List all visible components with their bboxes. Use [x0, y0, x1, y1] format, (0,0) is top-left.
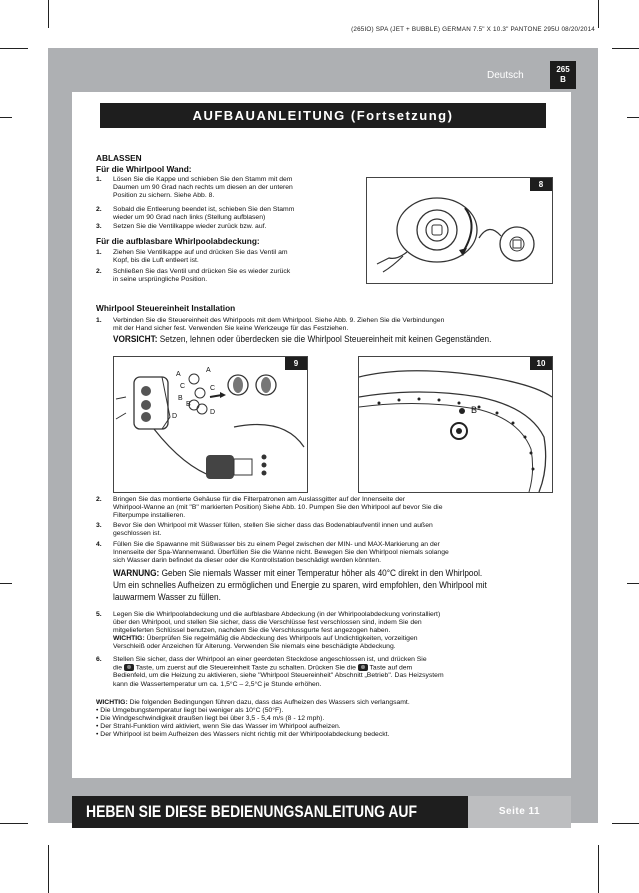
figure-10 — [358, 356, 553, 493]
figure-label: A — [206, 367, 211, 374]
control-heading: Whirlpool Steuereinheit Installation — [96, 303, 236, 313]
power-button-icon — [124, 664, 134, 671]
step-number: 2. — [96, 496, 102, 503]
step-text: Bringen Sie das montierte Gehäuse für die Filterpatronen am Auslassgitter auf der Innenseite der Whirlpool-Wanne an (mit "B" markierten Position) Siehe Abb. 10. Pumpen Sie den Whirlpool auf bevor Sie die Filterpumpe installieren. — [113, 496, 443, 520]
figure-label: B — [471, 405, 478, 415]
step-text: Füllen Sie die Spawanne mit Süßwasser bis zu einem Pegel zwischen der MIN- und MAX-Markierung an der Innenseite der Spa-Wannenwand. Überfüllen Sie die Wanne nicht. Bewegen Sie den Whirlpool niemals solange sich Wasser darin befindet da dieser oder die Kontrollstation beschädigt werden könnten. — [113, 541, 449, 565]
step-number: 4. — [96, 541, 102, 548]
figure-label: D — [172, 413, 178, 420]
caution-text: VORSICHT: Setzen, lehnen oder überdecken sie die Whirlpool Steuereinheit mit keinen Gegenständen. — [113, 334, 492, 345]
bullet-item: • Die Windgeschwindigkeit draußen liegt bei über 3,5 - 5,4 m/s (8 - 12 mph). — [96, 715, 325, 723]
important-label: WICHTIG: — [96, 699, 128, 706]
wall-step-text: Setzen Sie die Ventilkappe wieder zurück bzw. auf. — [113, 223, 267, 230]
step-text: Stellen Sie sicher, dass der Whirlpool an einer geerdeten Steckdose angeschlossen ist, und drücken Sie die Taste, um zuerst auf die Steuereinheit Taste zu schalten. Drücken Sie die Taste auf dem Bedienfeld, um die Heizung zu aktivieren, siehe "Whirlpool Steuereinheit" Abschnitt „Betrieb". Das Heizsystem kann die Wassertemperatur um ca. 1,5°C – 2,5°C je Stunde erhöhen. — [113, 656, 444, 688]
figure-number: 8 — [530, 178, 552, 191]
crop-mark — [598, 0, 599, 28]
page-number: Seite 11 — [468, 796, 571, 828]
wall-heading: Für die Whirlpool Wand: — [96, 164, 192, 174]
crop-mark — [612, 823, 639, 824]
crop-mark — [627, 583, 639, 584]
bullet-item: • Der Whirlpool ist beim Aufheizen des Wassers nicht richtig mit der Whirlpoolabdeckung bedeckt. — [96, 731, 390, 739]
figure-number: 10 — [530, 357, 552, 370]
wall-step-text: Lösen Sie die Kappe und schieben Sie den Stamm mit dem Daumen um 90 Grad nach rechts um diesen an der unteren Position zu sichern. Siehe Abb. 8. — [113, 176, 293, 200]
bullet-item: • Der Strahl-Funktion wird aktiviert, wenn Sie das Wasser im Whirlpool aufheizen. — [96, 723, 341, 731]
crop-mark — [0, 117, 12, 118]
page-title: AUFBAUANLEITUNG (Fortsetzung) — [192, 108, 454, 123]
inflatable-step-number: 2. — [96, 268, 102, 275]
page-badge-number: 265 — [556, 65, 570, 74]
filter-housing-illustration — [359, 357, 552, 492]
title-bar — [100, 103, 546, 128]
figure-label: C — [180, 383, 186, 390]
crop-mark — [0, 583, 12, 584]
page-badge-letter: B — [560, 75, 566, 84]
heater-button-icon — [358, 664, 368, 671]
wall-step-text: Sobald die Entleerung beendet ist, schieben Sie den Stamm wieder um 90 Grad nach links (Stellung aufblasen) — [113, 206, 295, 222]
warning-text: WARNUNG: Geben Sie niemals Wasser mit einer Temperatur höher als 40°C direkt in den Whirlpool. Um ein schnelles Aufheizen zu ermöglichen und Energie zu sparen, wird empfohlen, den Whirlpool mit lauwarmem Wasser zu füllen. — [113, 568, 487, 603]
crop-mark — [48, 0, 49, 28]
control-step-number: 1. — [96, 317, 102, 324]
inflatable-step-text: Ziehen Sie Ventilkappe auf und drücken Sie das Ventil am Kopf, bis die Luft entleert ist. — [113, 249, 288, 265]
wall-step-number: 3. — [96, 223, 102, 230]
print-header: (265IO) SPA (JET + BUBBLE) GERMAN 7.5" X 10.3" PANTONE 295U 08/20/2014 — [351, 26, 595, 33]
step-text: Bevor Sie den Whirlpool mit Wasser füllen, stellen Sie sicher dass das Bodenablaufventil innen und außen geschlossen ist. — [113, 522, 433, 538]
figure-label: C — [210, 385, 216, 392]
inflatable-heading: Für die aufblasbare Whirlpoolabdeckung: — [96, 236, 260, 246]
step-number: 3. — [96, 522, 102, 529]
figure-number: 9 — [285, 357, 307, 370]
crop-mark — [598, 845, 599, 893]
wall-step-number: 1. — [96, 176, 102, 183]
note-label: WICHTIG: — [113, 635, 145, 643]
drain-heading: ABLASSEN — [96, 153, 142, 163]
figure-9 — [113, 356, 308, 493]
important-note: WICHTIG: Die folgenden Bedingungen führen dazu, dass das Aufheizen des Wassers sich verlangsamt. • Die Umgebungstemperatur liegt bei weniger als 10°C (50°F). • Die Windgeschwindigkeit draußen liegt bei über 3,5 - 5,4 m/s (8 - 12 mph). • Der Strahl-Funktion wird aktiviert, wenn Sie das Wasser im Whirlpool aufheizen. • Der Whirlpool ist beim Aufheizen des Wassers nicht richtig mit der Whirlpoolabdeckung bedeckt. — [96, 699, 410, 739]
figure-label: B — [186, 401, 191, 408]
crop-mark — [0, 823, 28, 824]
step-number: 6. — [96, 656, 102, 663]
inflatable-step-text: Schließen Sie das Ventil und drücken Sie es wieder zurück in seine ursprüngliche Position. — [113, 268, 291, 284]
crop-mark — [48, 845, 49, 893]
warning-label: WARNUNG: — [113, 568, 160, 579]
inflatable-step-number: 1. — [96, 249, 102, 256]
wall-step-number: 2. — [96, 206, 102, 213]
crop-mark — [627, 117, 639, 118]
figure-label: D — [210, 409, 216, 416]
caution-label: VORSICHT: — [113, 334, 158, 345]
control-step-text: Verbinden Sie die Steuereinheit des Whirlpools mit dem Whirlpool. Siehe Abb. 9. Ziehen Sie die Verbindungen mit der Hand sicher fest. Verwenden Sie keine Werkzeuge für das Festziehen. — [113, 317, 445, 333]
step-text: Legen Sie die Whirlpoolabdeckung und die aufblasbare Abdeckung (in der Whirlpoolabdeckung vorinstalliert) über den Whirlpool, und stellen Sie sicher, dass die Verschlüsse fest verschlossen sind, indem Sie den mitgelieferten Schlüssel benutzen, nachdem Sie die Verschlussgurte fest angezogen haben. WICHTIG: Überprüfen Sie regelmäßig die Abdeckung des Whirlpools auf Undichtigkeiten, vorzeitigen Verschleiß oder Anzeichen für Alterung. Verwenden Sie niemals eine beschädigte Abdeckung. — [113, 611, 441, 651]
language-label: Deutsch — [487, 70, 524, 81]
drain-valve-illustration — [367, 178, 552, 283]
figure-label: B — [178, 395, 183, 402]
figure-label: A — [176, 371, 181, 378]
control-unit-illustration — [114, 357, 307, 492]
step-number: 5. — [96, 611, 102, 618]
page-badge — [550, 61, 576, 89]
footer-title: HEBEN SIE DIESE BEDIENUNGSANLEITUNG AUF — [86, 802, 417, 821]
crop-mark — [0, 48, 28, 49]
crop-mark — [612, 48, 639, 49]
footer-bar — [72, 796, 571, 828]
figure-8 — [366, 177, 553, 284]
bullet-item: • Die Umgebungstemperatur liegt bei weniger als 10°C (50°F). — [96, 707, 284, 715]
